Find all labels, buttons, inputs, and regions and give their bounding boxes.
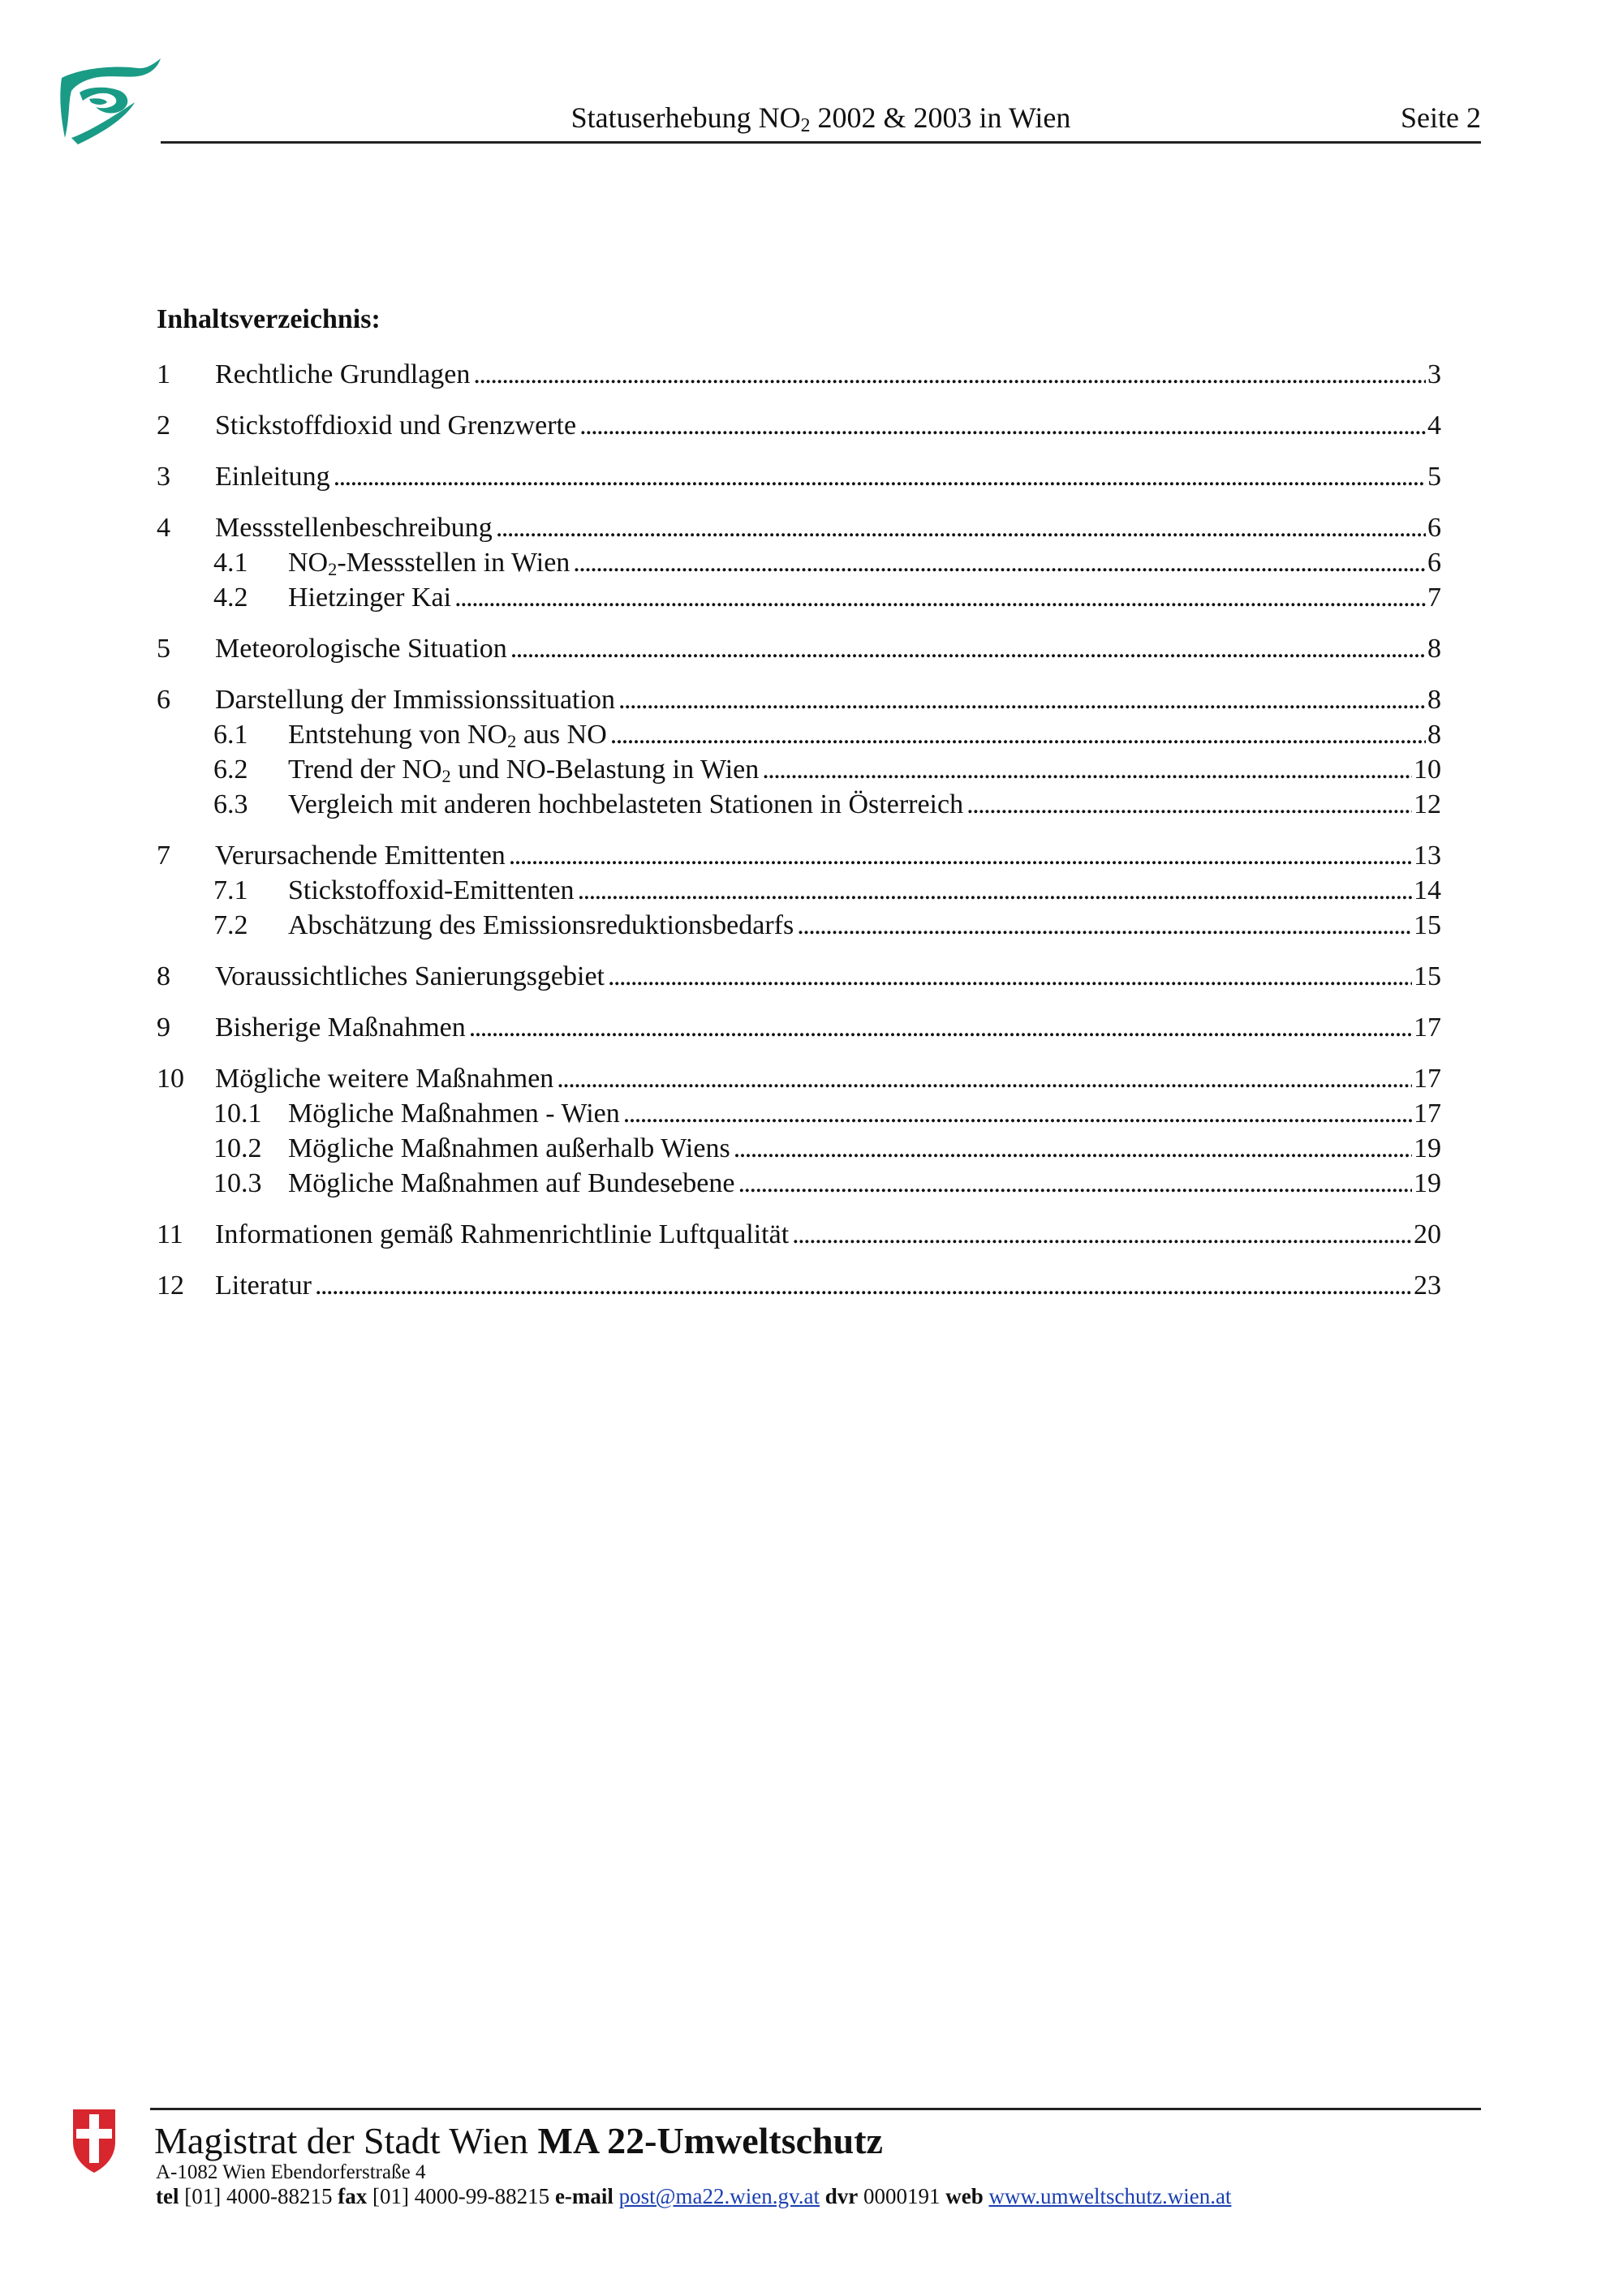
toc-entry-number: 6 [157,685,170,715]
toc-entry-number: 8 [157,961,170,991]
toc-entry-title: Darstellung der Immissionssituation [215,685,615,715]
toc-subentry[interactable] [157,717,1441,752]
toc-entry-title: Hietzinger Kai [288,583,452,613]
toc-entry-page: 5 [1427,462,1441,492]
page-header [161,96,1481,144]
toc-entry-page: 17 [1414,1013,1441,1043]
toc-entry-page: 23 [1414,1271,1441,1301]
toc-subentry[interactable] [157,1166,1441,1201]
toc-entry-title: Verursachende Emittenten [215,841,506,871]
toc-entry-title: Rechtliche Grundlagen [215,359,471,389]
footer-contact [156,2184,1231,2209]
toc-leader-dots [605,959,1412,994]
toc-entry-title: Messstellenbeschreibung [215,513,493,543]
footer-address: A-1082 Wien Ebendorferstraße 4 [156,2161,426,2183]
toc-entry[interactable] [157,357,1441,392]
footer-divider [150,2108,1481,2110]
toc-entry-title: Vergleich mit anderen hochbelasteten Stationen in Österreich [288,789,964,819]
toc-entry-page: 19 [1414,1133,1441,1163]
toc-leader-dots [576,408,1426,443]
toc-leader-dots [470,357,1426,392]
toc-leader-dots [963,787,1412,822]
toc-entry-title: Mögliche Maßnahmen außerhalb Wiens [288,1133,730,1163]
toc-leader-dots [570,545,1426,580]
toc-entry-number: 3 [157,462,170,492]
toc-entry[interactable] [157,631,1441,666]
toc-entry-number: 9 [157,1013,170,1043]
email-link[interactable]: post@ma22.wien.gv.at [618,2184,820,2208]
toc-entry[interactable] [157,408,1441,443]
toc-entry-number: 12 [157,1271,184,1301]
toc-entry-number: 6.1 [213,720,248,750]
footer-brand: MA 22-Umweltschutz [537,2120,883,2161]
toc-leader-dots [507,631,1426,666]
toc-leader-dots [734,1166,1412,1201]
tel-label: tel [156,2184,179,2208]
toc-leader-dots [451,580,1426,615]
ma22-leaf-logo-icon [57,54,167,149]
toc-subentry[interactable] [157,908,1441,943]
tel-number: [01] 4000-88215 [184,2184,333,2208]
dvr-number: 0000191 [863,2184,941,2208]
footer-org-name: Magistrat der Stadt Wien [154,2120,529,2161]
toc-entry-page: 7 [1427,583,1441,613]
toc-subentry[interactable] [157,752,1441,787]
toc-leader-dots [553,1061,1412,1096]
toc-leader-dots [620,1096,1412,1131]
toc-entry-title: Mögliche Maßnahmen auf Bundesebene [288,1168,735,1198]
toc-entry-number: 7.1 [213,875,248,905]
page-number: Seite 2 [1401,101,1481,134]
toc-entry-number: 4 [157,513,170,543]
fax-label: fax [338,2184,368,2208]
table-of-contents [157,357,1441,1303]
toc-entry-page: 19 [1414,1168,1441,1198]
toc-entry[interactable] [157,1268,1441,1303]
toc-entry-page: 8 [1427,720,1441,750]
toc-entry[interactable] [157,682,1441,717]
toc-leader-dots [506,838,1412,873]
toc-entry-title: Informationen gemäß Rahmenrichtlinie Luftqualität [215,1219,790,1249]
toc-entry-number: 10.2 [213,1133,262,1163]
footer-organization [154,2119,883,2162]
toc-entry[interactable] [157,1217,1441,1252]
toc-entry-number: 4.2 [213,583,248,613]
toc-subentry[interactable] [157,873,1441,908]
toc-entry[interactable] [157,459,1441,494]
toc-entry-page: 12 [1414,789,1441,819]
toc-entry-title: Voraussichtliches Sanierungsgebiet [215,961,605,991]
toc-leader-dots [607,717,1426,752]
toc-leader-dots [794,908,1412,943]
toc-entry-number: 6.2 [213,755,248,785]
vienna-coat-of-arms-icon [71,2106,117,2174]
toc-entry-page: 15 [1414,910,1441,940]
toc-entry-title: Stickstoffoxid-Emittenten [288,875,575,905]
web-label: web [945,2184,984,2208]
toc-leader-dots [789,1217,1412,1252]
toc-entry-page: 13 [1414,841,1441,871]
toc-entry-number: 1 [157,359,170,389]
toc-entry-page: 14 [1414,875,1441,905]
toc-entry-title: Entstehung von $NO_2$ aus NO [288,720,607,751]
toc-entry[interactable] [157,838,1441,873]
toc-entry-page: 17 [1414,1064,1441,1094]
toc-subentry[interactable] [157,787,1441,822]
toc-entry-page: 8 [1427,634,1441,664]
dvr-label: dvr [824,2184,859,2208]
toc-leader-dots [575,873,1412,908]
toc-entry-title: Meteorologische Situation [215,634,507,664]
toc-entry-page: 20 [1414,1219,1441,1249]
toc-entry-page: 17 [1414,1099,1441,1129]
toc-subentry[interactable] [157,1131,1441,1166]
toc-entry[interactable] [157,959,1441,994]
toc-entry-number: 6.3 [213,789,248,819]
toc-entry-number: 5 [157,634,170,664]
toc-entry-title: Literatur [215,1271,312,1301]
toc-entry-number: 10.1 [213,1099,262,1129]
toc-entry-number: 10 [157,1064,184,1094]
toc-entry-number: 7.2 [213,910,248,940]
toc-leader-dots [330,459,1426,494]
toc-entry-title: Einleitung [215,462,330,492]
toc-entry-title: Mögliche Maßnahmen - Wien [288,1099,620,1129]
web-link[interactable]: www.umweltschutz.wien.at [988,2184,1232,2208]
toc-entry-title: Abschätzung des Emissionsreduktionsbedarfs [288,910,794,940]
toc-entry-page: 10 [1414,755,1441,785]
toc-leader-dots [466,1010,1412,1045]
toc-entry-title: Bisherige Maßnahmen [215,1013,466,1043]
toc-entry[interactable] [157,510,1441,545]
toc-entry-page: 8 [1427,685,1441,715]
toc-leader-dots [493,510,1426,545]
toc-entry-title: Mögliche weitere Maßnahmen [215,1064,554,1094]
toc-entry-number: 7 [157,841,170,871]
toc-entry-page: 6 [1427,548,1441,578]
toc-entry-page: 4 [1427,411,1441,441]
toc-entry-page: 6 [1427,513,1441,543]
toc-leader-dots [759,752,1412,787]
toc-entry[interactable] [157,1061,1441,1096]
toc-subentry[interactable] [157,580,1441,615]
email-label: e-mail [554,2184,613,2208]
toc-leader-dots [730,1131,1412,1166]
toc-entry-page: 3 [1427,359,1441,389]
toc-heading: Inhaltsverzeichnis: [157,304,381,334]
toc-entry-title: Stickstoffdioxid und Grenzwerte [215,411,577,441]
toc-entry-number: 11 [157,1219,183,1249]
fax-number: [01] 4000-99-88215 [372,2184,550,2208]
toc-leader-dots [615,682,1426,717]
toc-entry-title: Trend der $NO_2$ und NO-Belastung in Wien [288,755,760,786]
toc-entry-number: 4.1 [213,548,248,578]
toc-entry-number: 2 [157,411,170,441]
toc-entry-title: $NO_2$-Messstellen in Wien [288,548,570,579]
header-title: Statuserhebung $NO_2$ 2002 & 2003 in Wien [570,101,1071,137]
toc-entry[interactable] [157,1010,1441,1045]
toc-entry-page: 15 [1414,961,1441,991]
toc-leader-dots [312,1268,1412,1303]
toc-subentry[interactable] [157,545,1441,580]
toc-subentry[interactable] [157,1096,1441,1131]
toc-entry-number: 10.3 [213,1168,262,1198]
